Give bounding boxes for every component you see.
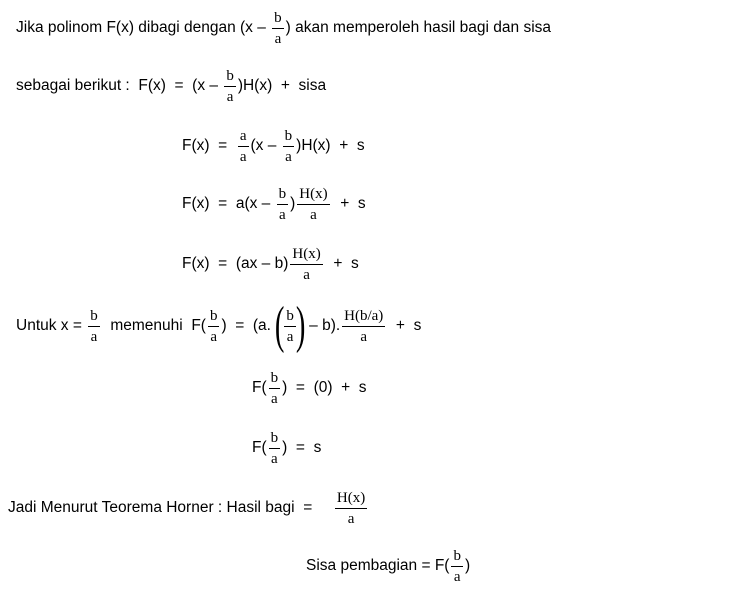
fraction-hba-over-a bbox=[342, 306, 385, 347]
denominator: a bbox=[310, 206, 317, 223]
text: (x – bbox=[250, 137, 281, 154]
denominator: a bbox=[347, 510, 355, 527]
text: sebagai berikut : F(x) = (x – bbox=[16, 77, 223, 94]
denominator: a bbox=[271, 450, 278, 467]
denominator: a bbox=[453, 568, 461, 585]
denominator: a bbox=[279, 206, 286, 223]
text: Untuk x = bbox=[16, 317, 87, 334]
numerator: a bbox=[239, 127, 247, 144]
left-paren: ( bbox=[274, 297, 285, 354]
numerator: H(x) bbox=[299, 185, 328, 202]
line-step-1 bbox=[182, 118, 365, 174]
numerator: H(b/a) bbox=[344, 307, 384, 324]
fraction-b-over-a bbox=[283, 126, 295, 167]
denominator: a bbox=[90, 328, 98, 345]
text: – b). bbox=[309, 317, 341, 334]
fraction-b-over-a bbox=[451, 546, 463, 587]
text: Jika polinom F(x) dibagi dengan (x – bbox=[16, 19, 271, 36]
text: ) bbox=[290, 195, 296, 212]
fraction-b-over-a bbox=[269, 368, 281, 409]
denominator: a bbox=[303, 266, 310, 283]
fraction-hx-over-a bbox=[290, 244, 322, 285]
line-step-3 bbox=[182, 236, 359, 292]
text: ) akan memperoleh hasil bagi dan sisa bbox=[285, 19, 552, 36]
text: Sisa pembagian = F( bbox=[306, 557, 450, 574]
text: F(x) = bbox=[182, 137, 236, 154]
numerator: b bbox=[270, 369, 279, 386]
text: )H(x) + sisa bbox=[237, 77, 327, 94]
denominator: a bbox=[239, 148, 247, 165]
numerator: b bbox=[270, 429, 279, 446]
text: )H(x) + s bbox=[296, 137, 365, 154]
line-intro bbox=[16, 0, 551, 56]
text: F(x) = a(x – bbox=[182, 195, 275, 212]
text: ) bbox=[464, 557, 471, 574]
fraction-a-over-a bbox=[238, 126, 249, 167]
parenthesized-fraction bbox=[271, 297, 309, 354]
text: + s bbox=[387, 317, 422, 334]
numerator: H(x) bbox=[292, 245, 321, 262]
line-sebagai-berikut bbox=[16, 58, 326, 114]
line-untuk-x bbox=[16, 298, 421, 354]
denominator: a bbox=[286, 328, 294, 345]
fraction-b-over-a bbox=[88, 306, 100, 347]
text: memenuhi F( bbox=[101, 317, 206, 334]
numerator: b bbox=[209, 307, 218, 324]
denominator: a bbox=[360, 328, 368, 345]
numerator: b bbox=[453, 547, 461, 564]
text: F(x) = (ax – b) bbox=[182, 255, 289, 272]
right-paren: ) bbox=[295, 297, 306, 354]
fraction-b-over-a bbox=[269, 428, 281, 469]
numerator: H(x) bbox=[336, 489, 366, 506]
fraction-b-over-a bbox=[208, 306, 220, 347]
line-step-5 bbox=[252, 420, 321, 476]
text: F( bbox=[252, 379, 267, 396]
fraction-b-over-a bbox=[284, 306, 296, 347]
line-step-2 bbox=[182, 176, 366, 232]
numerator: b bbox=[226, 67, 234, 84]
numerator: b bbox=[274, 9, 282, 26]
text: ) = (a. bbox=[221, 317, 271, 334]
denominator: a bbox=[210, 328, 218, 345]
text: + s bbox=[331, 195, 366, 212]
text: + s bbox=[324, 255, 359, 272]
denominator: a bbox=[271, 390, 278, 407]
fraction-hx-over-a bbox=[335, 488, 367, 529]
text: F( bbox=[252, 439, 267, 456]
numerator: b bbox=[90, 307, 98, 324]
numerator: b bbox=[286, 307, 294, 324]
fraction-hx-over-a bbox=[297, 184, 329, 225]
numerator: b bbox=[278, 185, 287, 202]
fraction-b-over-a bbox=[224, 66, 236, 107]
denominator: a bbox=[226, 88, 234, 105]
line-step-4 bbox=[252, 360, 367, 416]
denominator: a bbox=[285, 148, 292, 165]
text: ) = s bbox=[282, 439, 322, 456]
denominator: a bbox=[274, 30, 282, 47]
fraction-b-over-a bbox=[272, 8, 284, 49]
fraction-b-over-a bbox=[277, 184, 289, 225]
text: Jadi Menurut Teorema Horner : Hasil bagi = bbox=[8, 499, 321, 516]
line-conclusion bbox=[8, 480, 369, 536]
line-sisa-pembagian bbox=[306, 538, 470, 594]
text: ) = (0) + s bbox=[282, 379, 367, 396]
numerator: b bbox=[284, 127, 293, 144]
